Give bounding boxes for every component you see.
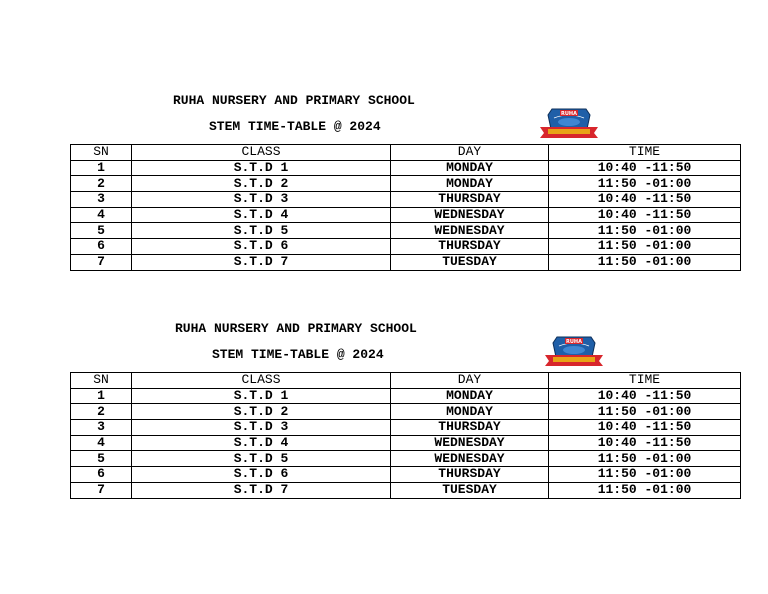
cell-day: THURSDAY bbox=[391, 192, 549, 208]
column-header-time: TIME bbox=[549, 373, 741, 389]
table-row bbox=[71, 192, 741, 208]
table-row bbox=[71, 239, 741, 255]
cell-sn: 4 bbox=[71, 435, 132, 451]
cell-class: S.T.D 6 bbox=[132, 239, 391, 255]
cell-day: WEDNESDAY bbox=[391, 435, 549, 451]
cell-day: WEDNESDAY bbox=[391, 207, 549, 223]
cell-time: 11:50 -01:00 bbox=[549, 223, 741, 239]
cell-day: THURSDAY bbox=[391, 239, 549, 255]
cell-class: S.T.D 6 bbox=[132, 467, 391, 483]
table-row bbox=[71, 451, 741, 467]
table-header-row bbox=[71, 373, 741, 389]
cell-day: WEDNESDAY bbox=[391, 223, 549, 239]
cell-sn: 2 bbox=[71, 176, 132, 192]
cell-time: 10:40 -11:50 bbox=[549, 420, 741, 436]
cell-time: 11:50 -01:00 bbox=[549, 451, 741, 467]
cell-sn: 7 bbox=[71, 482, 132, 498]
table-row bbox=[71, 160, 741, 176]
column-header-day: DAY bbox=[391, 373, 549, 389]
cell-day: MONDAY bbox=[391, 176, 549, 192]
cell-time: 10:40 -11:50 bbox=[549, 388, 741, 404]
column-header-sn: SN bbox=[71, 373, 132, 389]
cell-class: S.T.D 4 bbox=[132, 207, 391, 223]
table-row bbox=[71, 467, 741, 483]
timetable-table bbox=[70, 144, 741, 271]
cell-class: S.T.D 4 bbox=[132, 435, 391, 451]
cell-sn: 1 bbox=[71, 160, 132, 176]
cell-time: 11:50 -01:00 bbox=[549, 482, 741, 498]
cell-sn: 3 bbox=[71, 420, 132, 436]
cell-time: 11:50 -01:00 bbox=[549, 239, 741, 255]
svg-text:RUHA: RUHA bbox=[561, 111, 577, 117]
cell-time: 11:50 -01:00 bbox=[549, 176, 741, 192]
school-crest-icon bbox=[543, 333, 605, 367]
cell-sn: 6 bbox=[71, 239, 132, 255]
cell-class: S.T.D 1 bbox=[132, 160, 391, 176]
table-header-row bbox=[71, 145, 741, 161]
table-row bbox=[71, 482, 741, 498]
cell-day: THURSDAY bbox=[391, 467, 549, 483]
cell-class: S.T.D 5 bbox=[132, 223, 391, 239]
cell-day: TUESDAY bbox=[391, 482, 549, 498]
cell-time: 11:50 -01:00 bbox=[549, 467, 741, 483]
cell-class: S.T.D 5 bbox=[132, 451, 391, 467]
school-name-heading: RUHA NURSERY AND PRIMARY SCHOOL bbox=[173, 93, 415, 108]
cell-class: S.T.D 1 bbox=[132, 388, 391, 404]
cell-sn: 5 bbox=[71, 451, 132, 467]
svg-text:RUHA: RUHA bbox=[566, 339, 582, 345]
cell-day: THURSDAY bbox=[391, 420, 549, 436]
column-header-class: CLASS bbox=[132, 145, 391, 161]
column-header-class: CLASS bbox=[132, 373, 391, 389]
cell-sn: 5 bbox=[71, 223, 132, 239]
cell-time: 10:40 -11:50 bbox=[549, 435, 741, 451]
table-row bbox=[71, 254, 741, 270]
cell-class: S.T.D 2 bbox=[132, 176, 391, 192]
cell-time: 11:50 -01:00 bbox=[549, 254, 741, 270]
cell-sn: 4 bbox=[71, 207, 132, 223]
cell-time: 10:40 -11:50 bbox=[549, 192, 741, 208]
cell-class: S.T.D 7 bbox=[132, 254, 391, 270]
cell-time: 10:40 -11:50 bbox=[549, 207, 741, 223]
cell-class: S.T.D 7 bbox=[132, 482, 391, 498]
timetable-title: STEM TIME-TABLE @ 2024 bbox=[212, 347, 384, 362]
cell-day: WEDNESDAY bbox=[391, 451, 549, 467]
table-row bbox=[71, 435, 741, 451]
school-name-heading: RUHA NURSERY AND PRIMARY SCHOOL bbox=[175, 321, 417, 336]
cell-time: 10:40 -11:50 bbox=[549, 160, 741, 176]
cell-sn: 6 bbox=[71, 467, 132, 483]
column-header-day: DAY bbox=[391, 145, 549, 161]
timetable-table bbox=[70, 372, 741, 499]
cell-sn: 2 bbox=[71, 404, 132, 420]
table-row bbox=[71, 223, 741, 239]
cell-day: MONDAY bbox=[391, 388, 549, 404]
school-crest-icon bbox=[538, 105, 600, 139]
table-row bbox=[71, 207, 741, 223]
cell-day: MONDAY bbox=[391, 160, 549, 176]
column-header-time: TIME bbox=[549, 145, 741, 161]
cell-sn: 7 bbox=[71, 254, 132, 270]
cell-sn: 3 bbox=[71, 192, 132, 208]
column-header-sn: SN bbox=[71, 145, 132, 161]
cell-class: S.T.D 3 bbox=[132, 420, 391, 436]
timetable-title: STEM TIME-TABLE @ 2024 bbox=[209, 119, 381, 134]
cell-sn: 1 bbox=[71, 388, 132, 404]
cell-class: S.T.D 3 bbox=[132, 192, 391, 208]
cell-day: TUESDAY bbox=[391, 254, 549, 270]
cell-class: S.T.D 2 bbox=[132, 404, 391, 420]
cell-time: 11:50 -01:00 bbox=[549, 404, 741, 420]
table-row bbox=[71, 176, 741, 192]
table-row bbox=[71, 420, 741, 436]
cell-day: MONDAY bbox=[391, 404, 549, 420]
table-row bbox=[71, 388, 741, 404]
table-row bbox=[71, 404, 741, 420]
